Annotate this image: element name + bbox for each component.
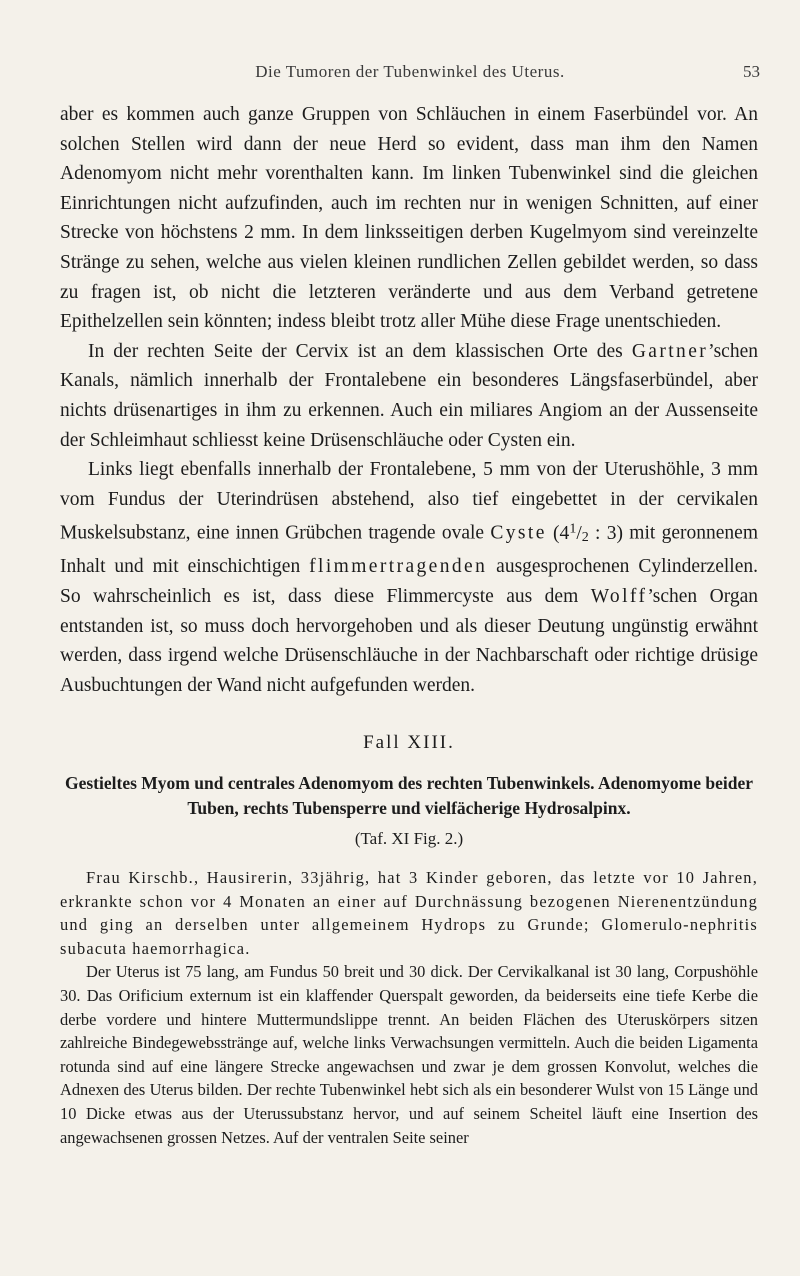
cyst-ratio-rest: : 3): [588, 522, 624, 544]
paragraph-3-end: ’schen Organ entstanden ist, so muss doch hervorgehoben und als dieser Deutung ungünstig erwähnt werden, dass irgend welche Drüsenschläuche in der Nachbarschaft oder richtige drüsige Ausbuchtungen der Wand nicht aufgefunden werden.: [60, 585, 758, 696]
cyst-ratio: [546, 520, 624, 545]
cyst-ratio-numerator: 1: [569, 520, 577, 537]
paragraph-1: aber es kommen auch ganze Gruppen von Schläuchen in einem Faserbündel vor. An solchen Stellen wird dann der neue Herd so evident, dass man ihm den Namen Adenomyom nicht mehr vorenthalten kann. Im linken Tubenwinkel sind die gleichen Einrichtungen nicht aufzufinden, auch im rechten nur in wenigen Schnitten, auf einer Strecke von höchstens 2 mm. In dem linksseitigen derben Kugelmyom sind vereinzelte Stränge zu sehen, welche aus vielen kleinen rundlichen Zellen gebildet werden, so dass zu fragen ist, ob nicht die letzteren veränderte und aus dem Verband getretene Epithelzellen sein könnten; indess bleibt trotz aller Mühe diese Frage unentschieden.: [60, 104, 758, 333]
patient-name: Frau Kirschb.: [86, 868, 194, 887]
paragraph-2: [60, 337, 758, 455]
paragraph-3-middle: mit geronnenem Inhalt und mit einschichtigen: [60, 522, 758, 578]
paragraph-2-end: ’schen Kanals, nämlich innerhalb der Frontalebene ein besonderes Längsfaserbündel, aber nichts drüsenartiges in ihm zu erkennen. Auch ein miliares Angiom an der Aussenseite der Schleimhaut schliesst keine Drüsenschläuche oder Cysten ein.: [60, 340, 758, 451]
paragraph-3-middle-2: ausgesprochenen Cylinderzellen. So wahrscheinlich es ist, dass diese Flimmercyste aus dem: [60, 556, 758, 607]
cyst-ratio-denominator: 2: [581, 528, 589, 545]
case-title: Gestieltes Myom und centrales Adenomyom des rechten Tubenwinkels. Adenomyome beider Tuben, rechts Tubensperre und vielfächerige Hydrosalpinx.: [64, 773, 753, 818]
figure-reference: (Taf. XI Fig. 2.): [354, 829, 464, 848]
paragraph-3: [60, 455, 758, 700]
author-name-gartner: Gartner: [631, 340, 709, 362]
running-title: Die Tumoren der Tubenwinkel des Uterus.: [255, 62, 565, 81]
author-name-wolff: Wolff: [590, 585, 648, 607]
case-findings: Der Uterus ist 75 lang, am Fundus 50 breit und 30 dick. Der Cervikalkanal ist 30 lang, Corpushöhle 30. Das Orificium externum ist ein klaffender Querspalt geworden, da beiderseits eine tiefe Kerbe die derbe vordere und hintere Muttermundslippe trennt. An beiden Flächen des Uteruskörpers sitzen zahlreiche Bindegewebsstränge auf, welche links Verwachsungen vermitteln. Auch die beiden Ligamenta rotunda sind auf eine längere Strecke angewachsen und zwar je dem grossen Konvolut, welches die Adnexen des Uterus bilden. Der rechte Tubenwinkel hebt sich als ein besonderer Wulst von 15 Länge und 10 Dicke etwas aus der Uterussubstanz hervor, und auf seinem Scheitel läuft eine Insertion des angewachsenen grossen Netzes. Auf der ventralen Seite seiner: [60, 962, 758, 1147]
case-history-text: , Hausirerin, 33jährig, hat 3 Kinder geboren, das letzte vor 10 Jahren, erkrankte schon vor 4 Monaten an einer auf Durchnässung bezogenen Nierenentzündung und ging an derselben unter allgemeinem Hydrops zu Grunde; Glomerulo-nephritis subacuta haemorrhagica.: [60, 868, 758, 958]
cyst-ratio-slash: /: [576, 522, 582, 544]
page-number: 53: [743, 62, 760, 81]
paragraph-2-start: In der rechten Seite der Cervix ist an dem klassischen Orte des: [88, 340, 632, 362]
main-text: [60, 100, 758, 700]
case-report-text: [60, 866, 758, 1149]
term-flimmertragenden: flimmertragenden: [309, 556, 488, 578]
case-heading: Fall XIII.: [363, 732, 455, 753]
case-history: [60, 866, 758, 960]
running-head: [60, 62, 760, 86]
paragraph-3-start: Links liegt ebenfalls innerhalb der Frontalebene, 5 mm von der Uterushöhle, 3 mm vom Fundus der Uterindrüsen abstehend, also tief eingebettet in der cervikalen Muskelsubstanz, eine innen Grübchen tragende ovale: [60, 459, 758, 544]
cyst-ratio-whole: (4: [546, 522, 570, 544]
term-cyste: Cyste: [490, 522, 547, 544]
